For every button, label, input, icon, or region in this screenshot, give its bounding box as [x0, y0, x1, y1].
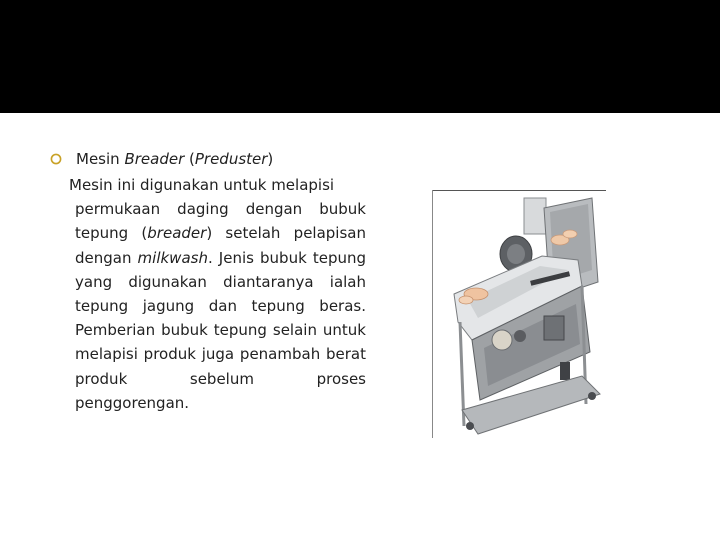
paragraph-first-line: Mesin ini digunakan untuk melapisi — [69, 176, 335, 194]
breader-machine-image — [432, 190, 606, 438]
paragraph-body: permukaan daging dengan bubuk tepung (breader) setelah pelapisan dengan milkwash. Jenis bubuk tepung yang digunakan diantaranya ialah tepung jagung dan tepung beras. Pemberian bubuk tepung selain untuk melapisi produk juga penambah berat produk sebelum proses penggorengan. — [75, 200, 366, 412]
breader-machine-illustration — [432, 190, 606, 438]
description-paragraph — [69, 173, 366, 415]
image-left-rule — [432, 190, 433, 438]
title-band — [0, 0, 720, 113]
image-top-rule — [432, 190, 606, 191]
bullet-title: Mesin Breader (Preduster) — [76, 150, 274, 168]
bullet-heading — [50, 149, 380, 169]
hollow-circle-bullet-icon — [50, 153, 62, 165]
